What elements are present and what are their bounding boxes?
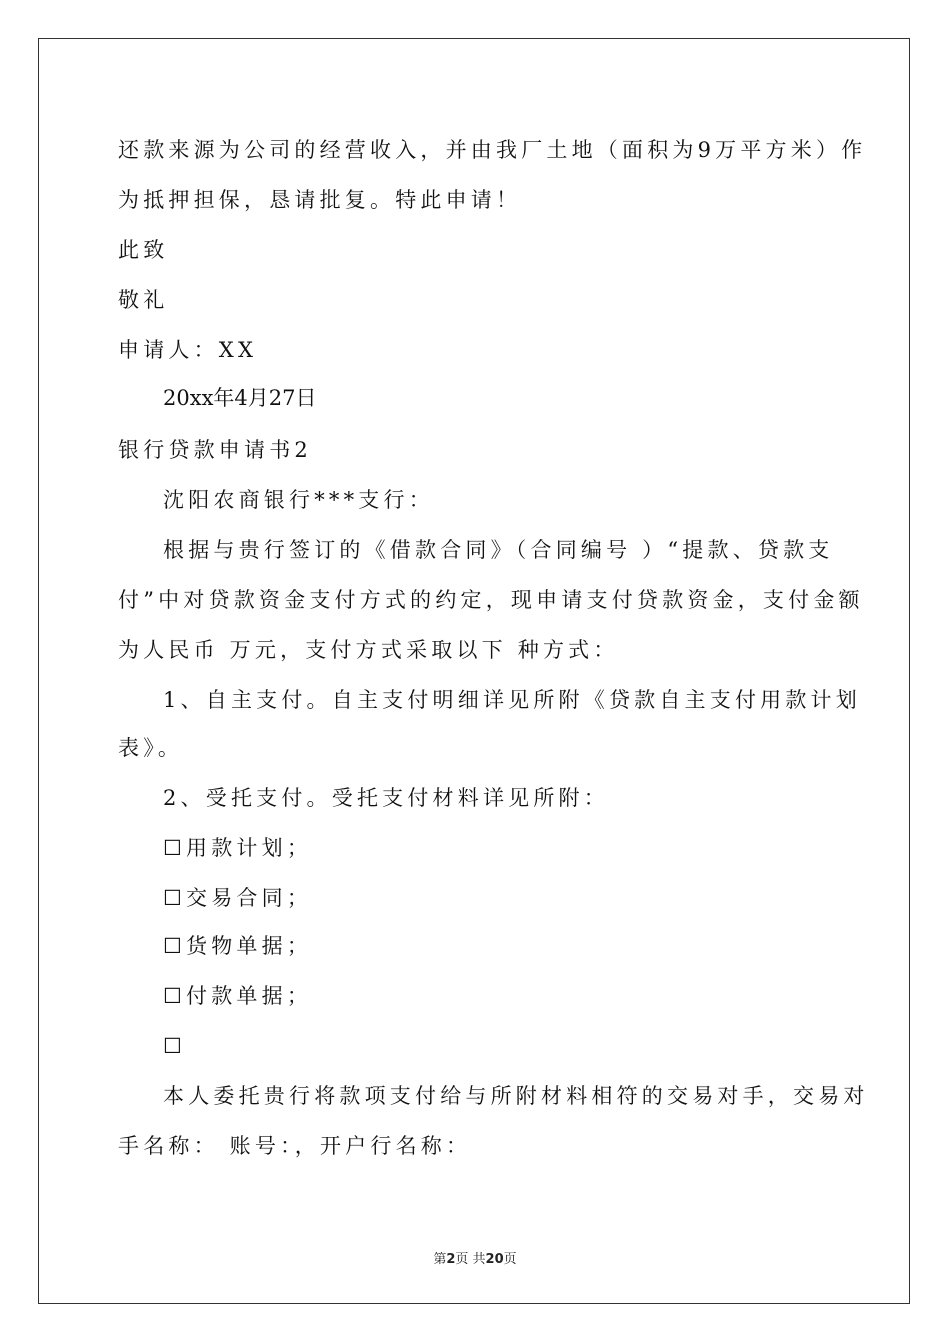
paragraph-line: 付”中对贷款资金支付方式的约定，现申请支付贷款资金，支付金额 bbox=[118, 588, 864, 612]
footer-total-pages: 20 bbox=[485, 1252, 504, 1267]
page-frame bbox=[38, 38, 910, 1304]
date-line: 20xx年4月27日 bbox=[163, 386, 317, 410]
salutation-line: 敬礼 bbox=[118, 288, 169, 312]
paragraph-line: 表》。 bbox=[118, 736, 184, 760]
addressee-line: 沈阳农商银行***支行： bbox=[163, 488, 434, 512]
paragraph-line: 为人民币 万元，支付方式采取以下 种方式： bbox=[118, 638, 619, 662]
paragraph-line: 2、受托支付。受托支付材料详见所附： bbox=[163, 786, 609, 810]
salutation-line: 此致 bbox=[118, 238, 169, 262]
checklist-item: ☐交易合同； bbox=[163, 886, 313, 910]
footer-mid: 页 共 bbox=[455, 1252, 486, 1267]
applicant-line: 申请人：XX bbox=[118, 338, 258, 362]
footer-suffix: 页 bbox=[503, 1252, 517, 1267]
paragraph-line: 还款来源为公司的经营收入，并由我厂土地（面积为9万平方米）作 bbox=[118, 138, 867, 162]
checklist-item: ☐用款计划； bbox=[163, 836, 313, 860]
paragraph-line: 手名称： 账号：，开户行名称： bbox=[118, 1134, 472, 1158]
paragraph-line: 根据与贵行签订的《借款合同》（合同编号 ）“提款、贷款支 bbox=[163, 538, 834, 562]
checklist-item: ☐货物单据； bbox=[163, 934, 313, 958]
footer-page-number: 2 bbox=[446, 1252, 456, 1267]
paragraph-line: 为抵押担保，恳请批复。特此申请！ bbox=[118, 188, 522, 212]
section-title: 银行贷款申请书2 bbox=[118, 438, 312, 462]
footer-prefix: 第 bbox=[433, 1252, 447, 1267]
checklist-item: ☐ bbox=[163, 1034, 182, 1058]
checklist-item: ☐付款单据； bbox=[163, 984, 313, 1008]
paragraph-line: 本人委托贵行将款项支付给与所附材料相符的交易对手，交易对 bbox=[163, 1084, 869, 1108]
page-footer bbox=[0, 1248, 950, 1267]
paragraph-line: 1、自主支付。自主支付明细详见所附《贷款自主支付用款计划 bbox=[163, 688, 861, 712]
